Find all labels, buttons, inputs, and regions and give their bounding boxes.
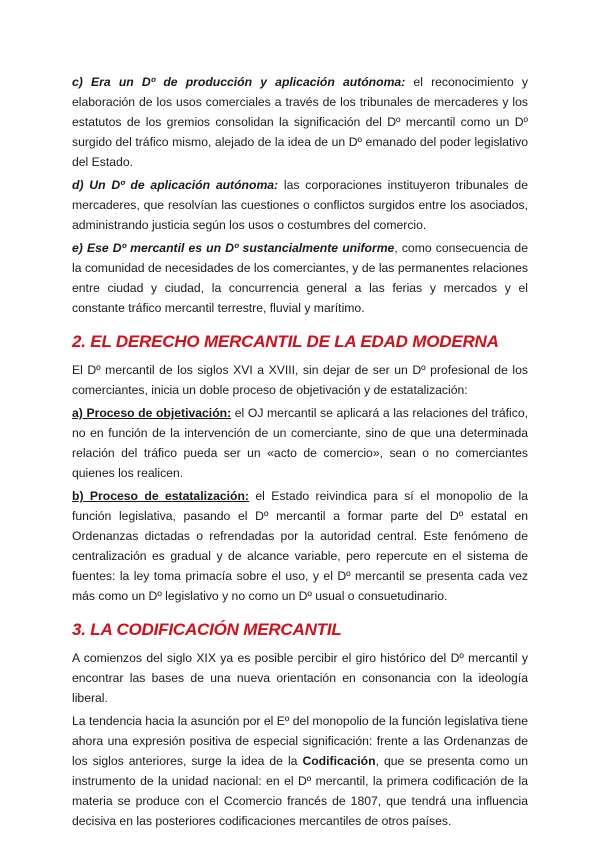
paragraph-item-a xyxy=(72,403,528,483)
item-a-lead: a) Proceso de objetivación: xyxy=(72,406,232,420)
section-2-heading: 2. EL DERECHO MERCANTIL DE LA EDAD MODERNA xyxy=(72,332,499,351)
paragraph-item-c xyxy=(72,72,528,172)
item-b-body: el Estado reivindica para sí el monopolio de la función legislativa, pasando el Dº mercantil a formar parte del Dº estatal en Ordenanzas dictadas o refrendadas por la autoridad central. Este fenómeno de centralización es gradual y de alcance variable, pero repercute en el sistema de fuentes: la ley toma primacía sobre el uso, y el Dº mercantil se presenta cada vez más como un Dº legislativo y no como un Dº usual o consuetudinario. xyxy=(72,489,528,603)
item-e-body: , como consecuencia de la comunidad de necesidades de los comerciantes, y de las permanentes relaciones entre ciudad y ciudad, la concurrencia general a las ferias y mercados y el constante tráfico mercantil terrestre, fluvial y marítimo. xyxy=(72,241,528,315)
item-c-body: el reconocimiento y elaboración de los usos comerciales a través de los tribunales de mercaderes y los estatutos de los gremios consolidan la significación del Dº mercantil como un Dº surgido del tráfico mismo, alejado de la idea de un Dº emanado del poder legislativo del Estado. xyxy=(72,75,528,169)
section-3-paragraph-1: A comienzos del siglo XIX ya es posible percibir el giro histórico del Dº mercantil y encontrar las bases de una nueva orientación en consonancia con la ideología liberal. xyxy=(72,651,528,705)
paragraph-item-b xyxy=(72,486,528,606)
item-d-body: las corporaciones instituyeron tribunales de mercaderes, que resolvían las cuestiones o conflictos surgidos entre los asociados, administrando justicia según los usos o costumbres del comercio. xyxy=(72,178,528,232)
section-3-p2-before: La tendencia hacia la asunción por el Eº del monopolio de la función legislativa tiene ahora una expresión positiva de especial significación: frente a las Ordenanzas de los siglos anteriores, surge la idea de la xyxy=(72,714,528,768)
paragraph-item-d xyxy=(72,175,528,235)
codificacion-term: Codificación xyxy=(302,754,376,768)
item-e-lead: e) Ese Dº mercantil es un Dº sustancialmente uniforme xyxy=(72,241,395,255)
section-3-heading: 3. LA CODIFICACIÓN MERCANTIL xyxy=(72,620,342,639)
item-a-body: el OJ mercantil se aplicará a las relaciones del tráfico, no en función de la intervención de un comerciante, sino de que una determinada relación del tráfico pueda ser un «acto de comercio», sean o no comerciantes quienes los realicen. xyxy=(72,406,528,480)
item-b-lead: b) Proceso de estatalización: xyxy=(72,489,249,503)
paragraph-item-e xyxy=(72,238,528,318)
section-2-intro: El Dº mercantil de los siglos XVI a XVIII, sin dejar de ser un Dº profesional de los comerciantes, inicia un doble proceso de objetivación y de estatalización: xyxy=(72,363,528,397)
item-d-lead: d) Un Dº de aplicación autónoma: xyxy=(72,178,279,192)
section-3-paragraph-2 xyxy=(72,711,528,831)
item-c-lead: c) Era un Dº de producción y aplicación autónoma: xyxy=(72,75,406,89)
section-3-p2-after: , que se presenta como un instrumento de la unidad nacional: en el Dº mercantil, la primera codificación de la materia se produce con el Ccomercio francés de 1807, que tendrá una influencia decisiva en las posteriores codificaciones mercantiles de otros países. xyxy=(72,754,528,828)
